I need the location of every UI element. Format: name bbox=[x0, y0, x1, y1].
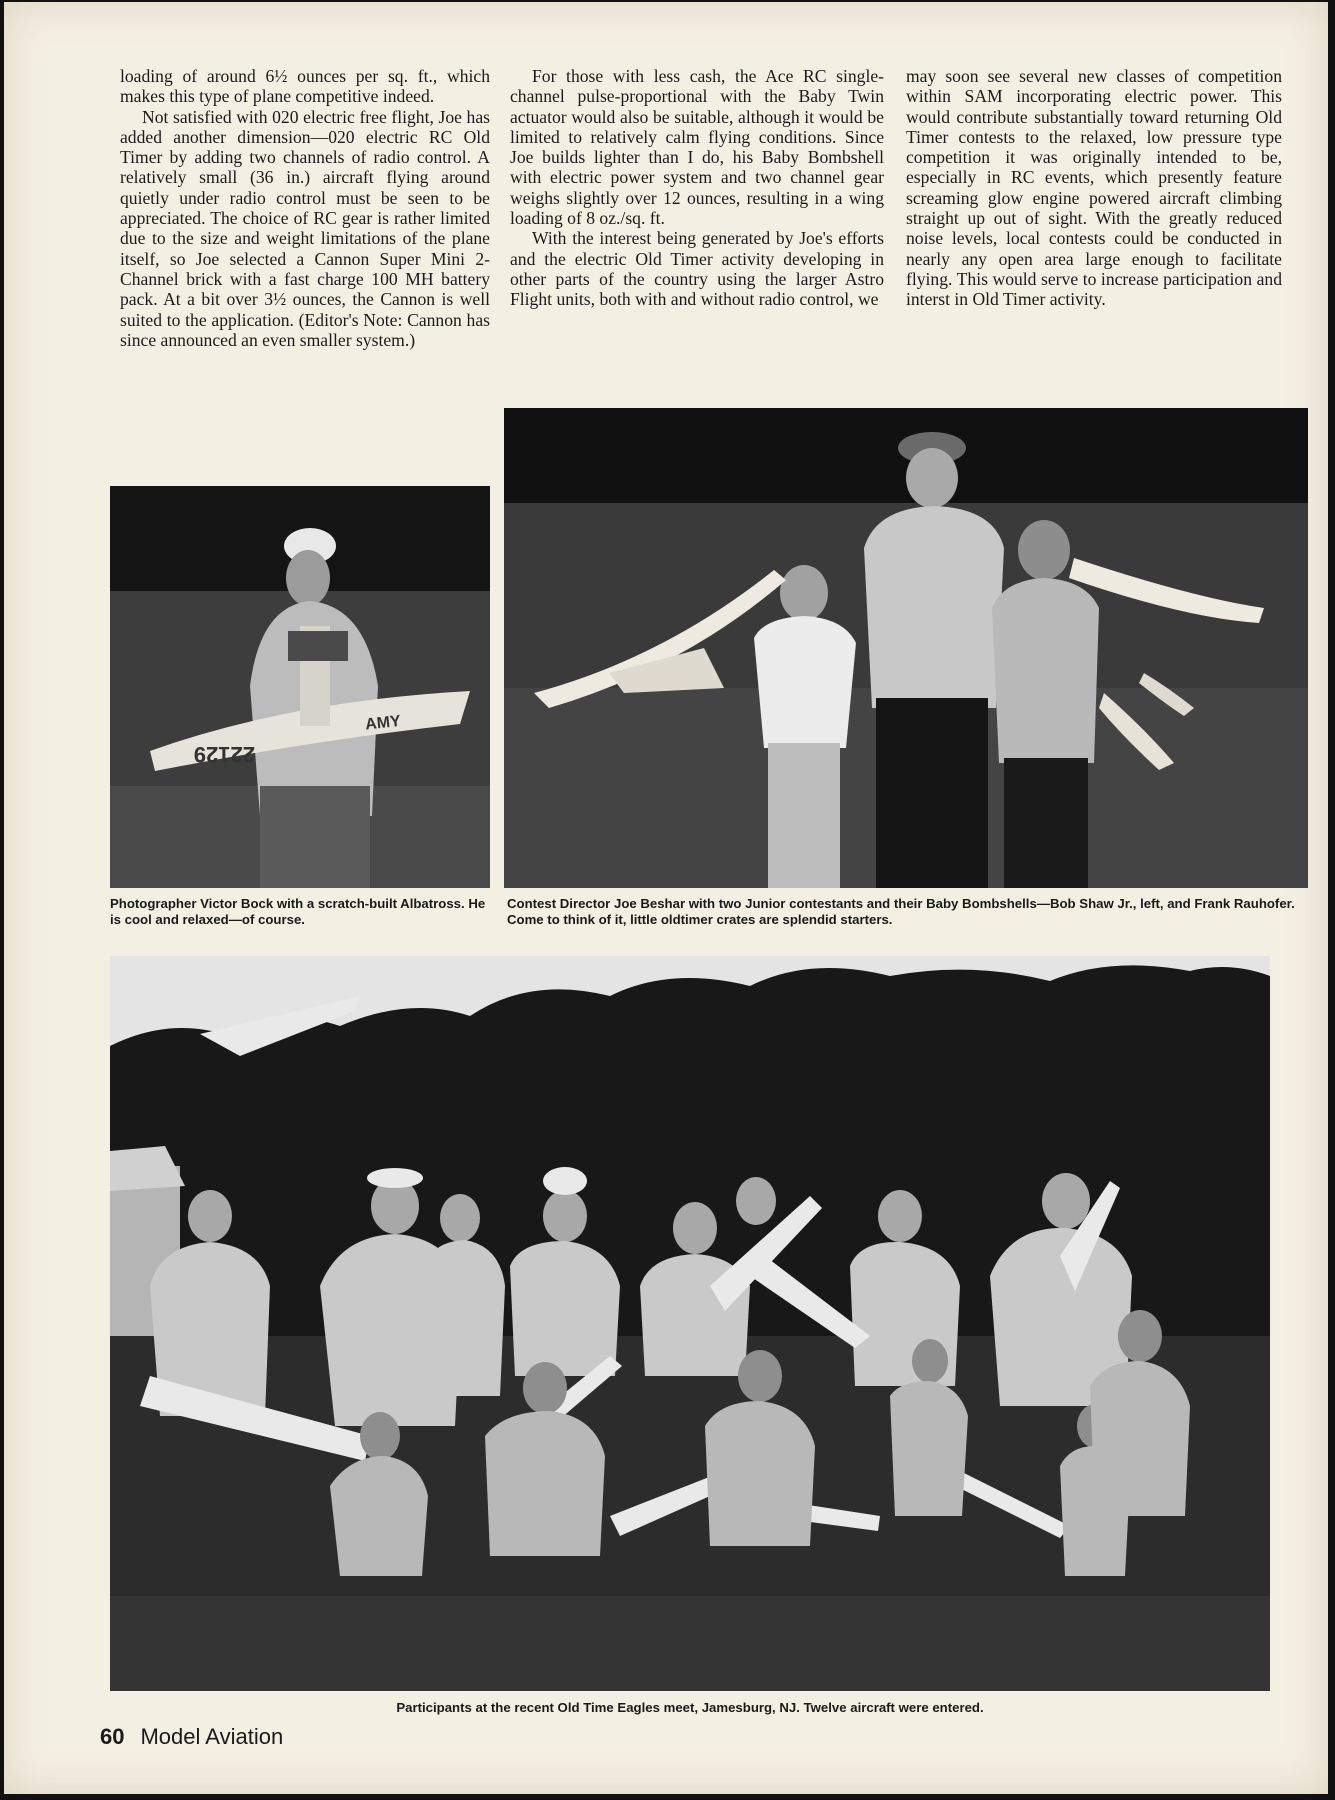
caption-photo-2: Contest Director Joe Beshar with two Junior contestants and their Baby Bombshells—Bob Shaw Jr., left, and Frank Rauhofer. Come to think of it, little oldtimer crates are splendid starters. bbox=[507, 896, 1295, 927]
paragraph: Not satisfied with 020 electric free flight, Joe has added another dimension—020 electric RC Old Timer by adding two channels of radio control. A relatively small (36 in.) aircraft flying around quietly under radio control must be seen to be appreciated. The choice of RC gear is rather limited due to the size and weight limitations of the plane itself, so Joe selected a Cannon Super Mini 2-Channel brick with a fast charge 100 MH battery pack. At a bit over 3½ ounces, the Cannon is well suited to the application. (Editor's Note: Cannon has since announced an even smaller system.) bbox=[120, 106, 490, 350]
page-footer bbox=[100, 1724, 283, 1750]
magazine-page bbox=[4, 2, 1328, 1794]
photo-old-time-eagles-group bbox=[110, 956, 1270, 1691]
page-number: 60 bbox=[100, 1724, 125, 1749]
paragraph: With the interest being generated by Joe's efforts and the electric Old Timer activity developing in other parts of the country using the larger Astro Flight units, both with and without radio control, we bbox=[510, 228, 884, 310]
paragraph: may soon see several new classes of competition within SAM incorporating electric power. This would contribute substantially toward returning Old Timer contests to the relaxed, low pressure type competition it was originally intended to be, especially in RC events, which presently feature screaming glow engine powered aircraft climbing straight up out of sight. With the greatly reduced noise levels, local contests could be conducted in nearly any open area large enough to facilitate flying. This would serve to increase participation and interst in Old Timer activity. bbox=[906, 66, 1282, 310]
text-column-2 bbox=[510, 66, 884, 310]
text-column-1 bbox=[120, 66, 490, 350]
photo-photographer-albatross bbox=[110, 486, 490, 888]
paragraph: loading of around 6½ ounces per sq. ft., which makes this type of plane competitive indeed. bbox=[120, 66, 490, 107]
caption-photo-3: Participants at the recent Old Time Eagles meet, Jamesburg, NJ. Twelve aircraft were entered. bbox=[396, 1700, 984, 1715]
text-column-3 bbox=[906, 66, 1282, 310]
plane-registration: 22129 bbox=[193, 742, 255, 767]
publication-name: Model Aviation bbox=[140, 1724, 284, 1749]
paragraph: For those with less cash, the Ace RC single-channel pulse-proportional with the Baby Twin actuator would also be suitable, although it would be limited to relatively calm flying conditions. Since Joe builds lighter than I do, his Baby Bombshell with electric power system and two channel gear weighs slightly over 12 ounces, resulting in a wing loading of 8 oz./sq. ft. bbox=[510, 66, 884, 229]
photo-contest-director-juniors bbox=[504, 408, 1308, 888]
plane-wing-lettering: AMY bbox=[364, 712, 402, 734]
caption-photo-1: Photographer Victor Bock with a scratch-built Albatross. He is cool and relaxed—of course. bbox=[110, 896, 486, 927]
